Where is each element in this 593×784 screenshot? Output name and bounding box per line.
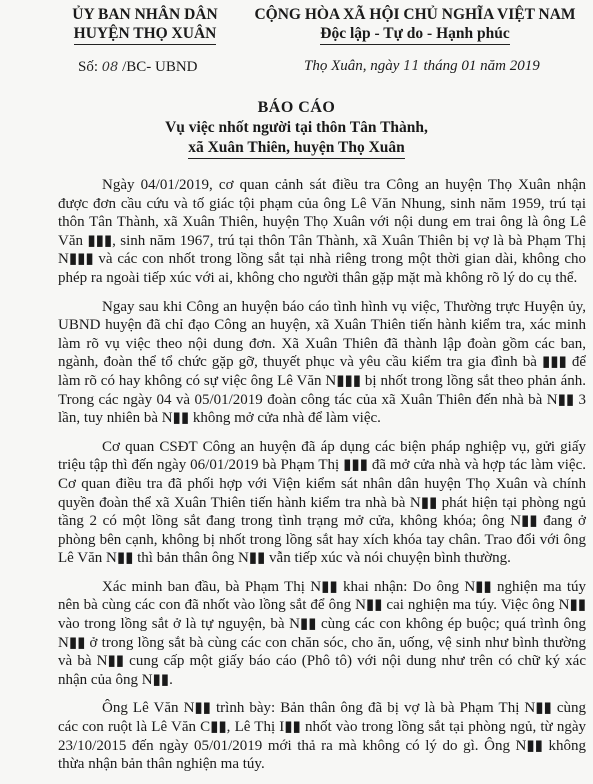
date-line <box>304 58 540 75</box>
paragraph: Ngay sau khi Công an huyện báo cáo tình hình vụ việc, Thường trực Huyện ủy, UBND huyện đã chỉ đạo Công an huyện, xã Xuân Thiên tiến hành kiểm tra, xác minh làm rõ vụ việc theo nội dung đơn. Xã Xuân Thiên đã thành lập đoàn gồm các ban, ngành, đoàn thể tổ chức gặp gỡ, thuyết phục và yêu cầu kiểm tra gia đình bà ▮▮▮ để làm rõ có hay không có sự việc ông Lê Văn N▮▮▮ bị nhốt trong lồng sắt theo phản ánh. Trong các ngày 04 và 05/01/2019 đoàn công tác của xã Xuân Thiên đến nhà bà N▮▮ 3 lần, tuy nhiên bà N▮▮ không mở cửa nhà để làm việc. <box>58 298 586 427</box>
national-heading <box>245 5 585 45</box>
report-title: BÁO CÁO <box>257 99 336 116</box>
doc-number-handwritten: 08 <box>101 60 119 75</box>
doc-number-prefix: Số: <box>78 59 99 75</box>
date-rest: tháng 01 năm 2019 <box>423 58 540 74</box>
nation-line-1: CỘNG HÒA XÃ HỘI CHỦ NGHĨA VIỆT NAM <box>254 6 576 23</box>
date-place: Thọ Xuân, ngày <box>304 58 400 74</box>
paragraph: Xác minh ban đầu, bà Phạm Thị N▮▮ khai nhận: Do ông N▮▮ nghiện ma túy nên bà cùng các con đã nhốt vào lồng sắt để ông N▮▮ cai nghiện ma túy. Việc ông N▮▮ vào trong lồng sắt ở là tự nguyện, bà N▮▮ cùng các con không ép buộc; quá trình ông N▮▮ ở trong lồng sắt bà cùng các con chăn sóc, cho ăn, uống, vệ sinh như bình thường và bà N▮▮ cung cấp một giấy báo cáo (Phô tô) với nội dung như trên có chữ ký xác nhận của ông N▮▮. <box>58 578 586 688</box>
issuing-organization <box>60 5 230 45</box>
date-day-handwritten: 11 <box>403 59 420 74</box>
doc-number-suffix: /BC- UBND <box>122 59 198 75</box>
org-line-1: ỦY BAN NHÂN DÂN <box>72 6 218 23</box>
document-number <box>78 59 198 76</box>
paragraph: Ông Lê Văn N▮▮ trình bày: Bản thân ông đã bị vợ là bà Phạm Thị N▮▮ cùng các con ruột là Lê Văn C▮▮, Lê Thị I▮▮ nhốt vào trong lồng sắt tại phòng ngủ, từ ngày 23/10/2015 đến ngày 05/01/2019 mới thả ra mà không có lý do gì. Ông N▮▮ không thừa nhận bản thân nghiện ma túy. <box>58 700 586 773</box>
report-body <box>58 176 586 784</box>
org-line-2: HUYỆN THỌ XUÂN <box>74 24 217 45</box>
report-subtitle-2: xã Xuân Thiên, huyện Thọ Xuân <box>188 139 405 159</box>
paragraph: Ngày 04/01/2019, cơ quan cảnh sát điều tra Công an huyện Thọ Xuân nhận được đơn cầu cứu và tố giác tội phạm của ông Lê Văn Nhung, sinh năm 1959, trú tại thôn Tân Thành, xã Xuân Thiên, huyện Thọ Xuân với nội dung em trai ông là ông Lê Văn ▮▮▮, sinh năm 1967, trú tại thôn Tân Thành, xã Xuân Thiên bị vợ là bà Phạm Thị N▮▮▮ và các con nhốt trong lồng sắt tại nhà riêng trong một thời gian dài, không cho phép ra ngoài tiếp xúc với ai, không cho người thân gặp mặt mà không rõ lý do cụ thể. <box>58 177 586 286</box>
paragraph: Cơ quan CSĐT Công an huyện đã áp dụng các biện pháp nghiệp vụ, gửi giấy triệu tập thì đến ngày 06/01/2019 bà Phạm Thị ▮▮▮ đã mở cửa nhà và hợp tác làm việc. Cơ quan điều tra đã phối hợp với Viện kiểm sát nhân dân huyện Thọ Xuân và chính quyền đoàn thể xã Xuân Thiên tiến hành kiểm tra nhà bà N▮▮ phát hiện tại phòng ngủ tầng 2 có một lồng sắt đang trong tình trạng mở cửa, không khóa; ông N▮▮ đang ở phòng bên cạnh, không bị nhốt trong lồng sắt hay xích khóa tay chân. Trao đổi với ông Lê Văn N▮▮ thì bản thân ông N▮▮ vẫn tiếp xúc và nói chuyện bình thường. <box>58 438 586 567</box>
nation-motto: Độc lập - Tự do - Hạnh phúc <box>320 24 509 45</box>
report-subtitle-2-wrap <box>0 139 593 159</box>
report-subtitle-1: Vụ việc nhốt người tại thôn Tân Thành, <box>165 119 428 136</box>
